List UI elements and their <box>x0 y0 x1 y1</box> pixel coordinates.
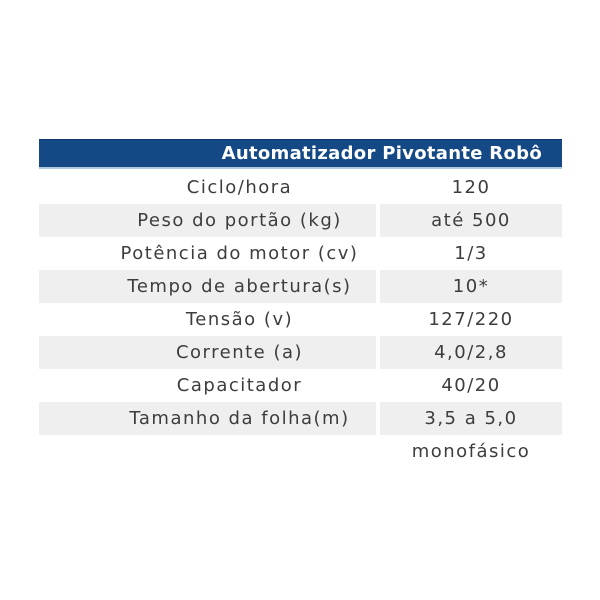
spec-value-cell: 120 <box>380 171 562 204</box>
table-row <box>39 270 562 303</box>
spec-label-cell: Tensão (v) <box>39 303 376 336</box>
spec-value-cell: 1/3 <box>380 237 562 270</box>
spec-label-cell: Ciclo/hora <box>39 171 376 204</box>
table-row <box>39 402 562 435</box>
table-row <box>39 369 562 402</box>
spec-value-cell: 3,5 a 5,0 <box>380 402 562 435</box>
spec-label-cell: Peso do portão (kg) <box>39 204 376 237</box>
spec-table <box>39 139 562 468</box>
table-row <box>39 237 562 270</box>
spec-value-cell: até 500 <box>380 204 562 237</box>
spec-label-cell: Tamanho da folha(m) <box>39 402 376 435</box>
table-row <box>39 336 562 369</box>
spec-value-cell: 10* <box>380 270 562 303</box>
spec-label-cell: Capacitador <box>39 369 376 402</box>
spec-label-cell <box>39 435 376 468</box>
spec-table-title: Automatizador Pivotante Robô <box>221 143 542 164</box>
table-row <box>39 171 562 204</box>
spec-label-cell: Corrente (a) <box>39 336 376 369</box>
table-row <box>39 204 562 237</box>
spec-value-cell: 127/220 <box>380 303 562 336</box>
spec-table-body <box>39 171 562 468</box>
spec-value-cell: monofásico <box>380 435 562 468</box>
spec-label-cell: Tempo de abertura(s) <box>39 270 376 303</box>
table-row <box>39 435 562 468</box>
spec-value-cell: 4,0/2,8 <box>380 336 562 369</box>
table-row <box>39 303 562 336</box>
spec-label-cell: Potência do motor (cv) <box>39 237 376 270</box>
spec-value-cell: 40/20 <box>380 369 562 402</box>
spec-table-header <box>39 139 562 169</box>
